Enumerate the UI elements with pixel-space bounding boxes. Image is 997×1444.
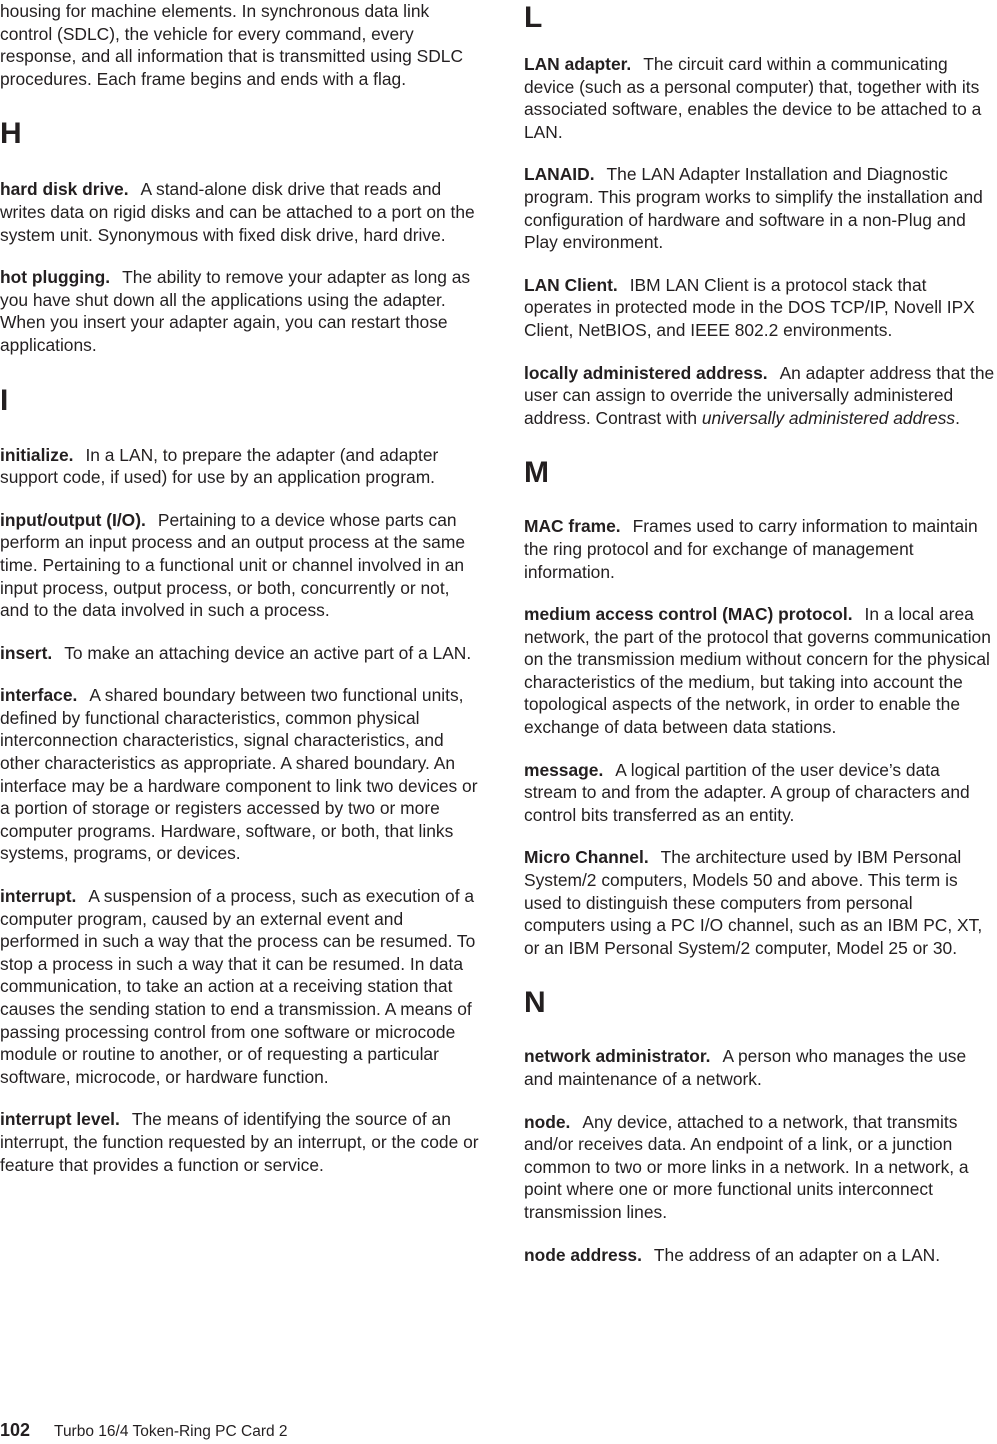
glossary-term: Micro Channel. — [524, 847, 649, 868]
glossary-entry-mac-protocol — [524, 603, 997, 739]
glossary-term: node. — [524, 1111, 571, 1132]
glossary-term: interrupt level. — [0, 1109, 120, 1130]
glossary-entry-network-administrator — [524, 1045, 997, 1090]
glossary-definition: Any device, attached to a network, that transmits and/or receives data. An endpoint of a link, or a junction common to two or more links in a network. In a network, a point where one or more functional units interconnect transmission lines. — [524, 1111, 969, 1222]
glossary-definition: The circuit card within a communicating device (such as a personal computer) that, together with its associated software, enables the device to be attached to a LAN. — [524, 54, 982, 142]
glossary-definition: Pertaining to a device whose parts can perform an input process and an output process at the same time. Pertaining to a functional unit or channel involved in an input process, output process, or both, concurrently or not, and to the data involved in such a process. — [0, 509, 465, 621]
glossary-definition: IBM LAN Client is a protocol stack that operates in protected mode in the DOS TCP/IP, Novell IPX Client, NetBIOS, and IEEE 802.2 environments. — [524, 274, 975, 340]
glossary-term: LAN Client. — [524, 274, 618, 295]
glossary-entry-interface — [0, 684, 480, 865]
glossary-definition: A shared boundary between two functional units, defined by functional characteristics, common physical interconnection characteristics, signal characteristics, and other characteristics as appropriate. A shared boundary. An interface may be a hardware component to link two devices or a portion of storage or registers accessed by two or more computer programs. Hardware, software, or both, that links systems, programs, or devices. — [0, 685, 478, 864]
glossary-entry-interrupt — [0, 885, 480, 1088]
glossary-entry-message — [524, 759, 997, 827]
glossary-term: message. — [524, 759, 604, 780]
glossary-term: interface. — [0, 685, 78, 706]
glossary-entry-node — [524, 1111, 997, 1224]
glossary-definition: A stand-alone disk drive that reads and writes data on rigid disks and can be attached to a port on the system unit. Synonymous with fixed disk drive, hard drive. — [0, 179, 475, 245]
glossary-term: LAN adapter. — [524, 54, 632, 74]
cross-reference: universally administered address — [701, 407, 956, 428]
section-letter-n: N — [524, 986, 546, 1020]
section-letter-l: L — [524, 1, 543, 34]
glossary-term: insert. — [0, 642, 53, 663]
section-letter-h: H — [0, 117, 22, 151]
glossary-entry-interrupt-level — [0, 1108, 480, 1176]
glossary-definition: The means of identifying the source of an interrupt, the function requested by an interrupt, or the code or feature that provides a function or service. — [0, 1109, 479, 1175]
glossary-definition: A person who manages the use and maintenance of a network. — [524, 1046, 967, 1089]
glossary-term: node address. — [524, 1244, 642, 1265]
glossary-term: input/output (I/O). — [0, 509, 146, 530]
glossary-term: LANAID. — [524, 164, 595, 185]
glossary-entry-micro-channel — [524, 846, 997, 959]
sentence-end: . — [955, 407, 960, 428]
glossary-definition: A suspension of a process, such as execution of a computer program, caused by an external event and performed in such a way that the process can be resumed. To stop a process in such a way that it can be resumed. In data communication, to take an action at a receiving station that causes the sending station to end a transmission. A means of passing processing control from one software or microcode module or routine to another, or of requesting a particular software, microcode, or hardware function. — [0, 886, 476, 1087]
glossary-entry-locally-administered-address — [524, 362, 997, 430]
page-footer — [0, 1420, 288, 1442]
glossary-entry-node-address — [524, 1244, 997, 1267]
glossary-term: medium access control (MAC) protocol. — [524, 604, 853, 625]
glossary-term: locally administered address. — [524, 362, 768, 383]
section-letter-m: M — [524, 456, 549, 490]
glossary-definition: The address of an adapter on a LAN. — [653, 1244, 941, 1265]
glossary-entry-lanaid — [524, 163, 997, 253]
glossary-term: network administrator. — [524, 1046, 711, 1067]
glossary-term: interrupt. — [0, 886, 77, 907]
page-number: 102 — [0, 1420, 31, 1440]
glossary-definition: The architecture used by IBM Personal System/2 computers, Models 50 and above. This term is used to distinguish these computers from personal computers using a PC I/O channel, such as an IBM PC, XT, or an IBM Personal System/2 computer, Model 25 or 30. — [524, 847, 983, 958]
glossary-entry-insert — [0, 642, 480, 665]
left-column — [0, 0, 480, 1196]
glossary-term: hard disk drive. — [0, 179, 129, 200]
continued-definition: housing for machine elements. In synchronous data link control (SDLC), the vehicle for every command, every response, and all information that is transmitted using SDLC procedures. Each frame begins and ends with a flag. — [0, 1, 464, 89]
glossary-definition: To make an attaching device an active part of a LAN. — [64, 642, 472, 663]
glossary-entry-lan-client — [524, 274, 997, 342]
glossary-definition: The ability to remove your adapter as long as you have shut down all the applications using the adapter. When you insert your adapter again, you can restart those applications. — [0, 267, 471, 355]
glossary-entry-initialize — [0, 444, 480, 489]
glossary-entry-hot-plugging — [0, 266, 480, 356]
glossary-definition: In a LAN, to prepare the adapter (and adapter support code, if used) for use by an application program. — [0, 444, 439, 488]
glossary-entry-mac-frame — [524, 515, 997, 583]
glossary-entry-input-output — [0, 509, 480, 622]
glossary-definition: The LAN Adapter Installation and Diagnostic program. This program works to simplify the installation and configuration of hardware and software in a non-Plug and Play environment. — [524, 164, 983, 253]
glossary-term: initialize. — [0, 444, 74, 465]
glossary-definition: Frames used to carry information to maintain the ring protocol and for exchange of management information. — [524, 516, 978, 582]
book-title: Turbo 16/4 Token-Ring PC Card 2 — [54, 1423, 288, 1440]
right-column — [524, 0, 997, 1286]
section-letter-i: I — [0, 383, 9, 417]
glossary-term: hot plugging. — [0, 267, 111, 288]
glossary-entry-lan-adapter — [524, 53, 997, 143]
glossary-term: MAC frame. — [524, 516, 621, 537]
glossary-definition: A logical partition of the user device’s data stream to and from the adapter. A group of characters and control bits transferred as an entity. — [524, 759, 970, 825]
glossary-entry-hard-disk-drive — [0, 178, 480, 246]
glossary-definition: In a local area network, the part of the protocol that governs communication on the transmission medium without concern for the physical characteristics of the medium, but taking into account the topological aspects of the network, in order to enable the exchange of data between data stations. — [524, 604, 991, 738]
glossary-definition: An adapter address that the user can assign to override the universally administered address. Contrast with — [524, 362, 995, 428]
